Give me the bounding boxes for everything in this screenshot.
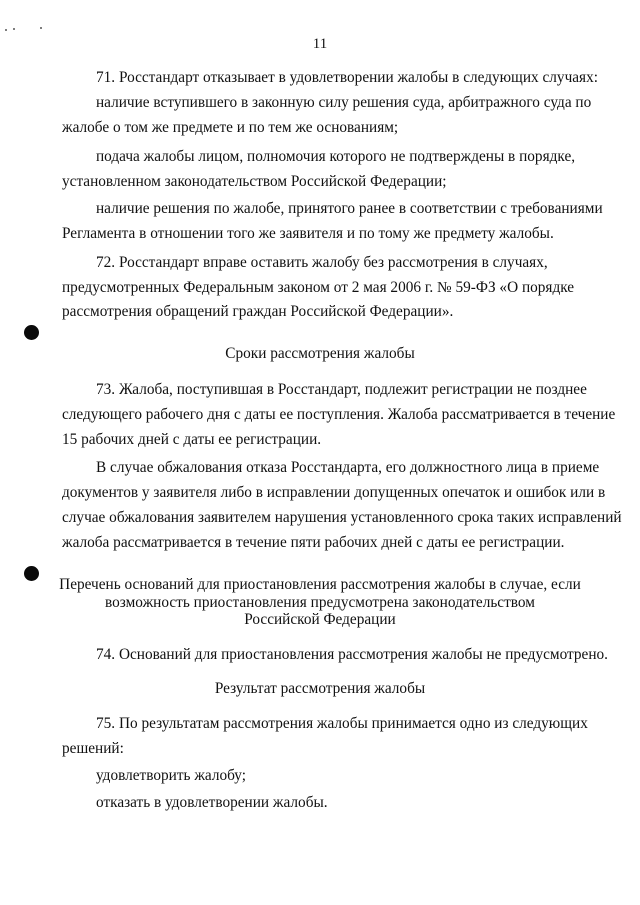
paragraph-court-decision-cont: жалобе о том же предмете и по тем же основаниям; bbox=[62, 119, 399, 136]
scan-speck bbox=[5, 29, 7, 31]
section-heading-suspension-line3: Российской Федерации bbox=[244, 611, 396, 628]
paragraph-74: 74. Оснований для приостановления рассмотрения жалобы не предусмотрено. bbox=[96, 646, 608, 663]
paragraph-prior-decision-cont: Регламента в отношении того же заявителя и по тому же предмету жалобы. bbox=[62, 225, 554, 242]
section-heading-suspension-line2: возможность приостановления предусмотрена законодательством bbox=[105, 594, 535, 611]
paragraph-75: 75. По результатам рассмотрения жалобы принимается одно из следующих bbox=[96, 715, 588, 732]
page-number: 11 bbox=[312, 36, 328, 52]
hole-punch-mark bbox=[24, 325, 39, 340]
paragraph-72-line2: предусмотренных Федеральным законом от 2 мая 2006 г. № 59-ФЗ «О порядке bbox=[62, 279, 575, 296]
decision-item: удовлетворить жалобу; bbox=[96, 767, 247, 784]
paragraph-72-line3: рассмотрения обращений граждан Российской Федерации». bbox=[62, 303, 454, 320]
scan-speck bbox=[13, 28, 15, 30]
decision-item: отказать в удовлетворении жалобы. bbox=[96, 794, 328, 811]
paragraph-prior-decision: наличие решения по жалобе, принятого ранее в соответствии с требованиями bbox=[96, 200, 603, 217]
paragraph-authority-cont: установленном законодательством Российской Федерации; bbox=[62, 173, 447, 190]
section-heading-result: Результат рассмотрения жалобы bbox=[214, 680, 426, 697]
paragraph-authority: подача жалобы лицом, полномочия которого не подтверждены в порядке, bbox=[96, 148, 576, 165]
paragraph-72: 72. Росстандарт вправе оставить жалобу без рассмотрения в случаях, bbox=[96, 254, 548, 271]
scan-speck bbox=[40, 27, 42, 29]
paragraph-court-decision: наличие вступившего в законную силу решения суда, арбитражного суда по bbox=[96, 94, 592, 111]
paragraph-appeal: В случае обжалования отказа Росстандарта, его должностного лица в приеме bbox=[96, 459, 600, 476]
paragraph-appeal-line4: жалоба рассматривается в течение пяти рабочих дней с даты ее регистрации. bbox=[62, 534, 565, 551]
paragraph-75-cont: решений: bbox=[62, 740, 124, 757]
paragraph-appeal-line2: документов у заявителя либо в исправлении допущенных опечаток и ошибок или в bbox=[62, 484, 606, 501]
section-heading-terms: Сроки рассмотрения жалобы bbox=[225, 345, 415, 362]
hole-punch-mark bbox=[24, 566, 39, 581]
paragraph-73-line3: 15 рабочих дней с даты ее регистрации. bbox=[62, 431, 322, 448]
paragraph-73-line2: следующего рабочего дня с даты ее поступления. Жалоба рассматривается в течение bbox=[62, 406, 616, 423]
paragraph-71: 71. Росстандарт отказывает в удовлетворении жалобы в следующих случаях: bbox=[96, 69, 598, 86]
paragraph-73: 73. Жалоба, поступившая в Росстандарт, подлежит регистрации не позднее bbox=[96, 381, 587, 398]
paragraph-appeal-line3: случае обжалования заявителем нарушения установленного срока таких исправлений bbox=[62, 509, 622, 526]
section-heading-suspension: Перечень оснований для приостановления рассмотрения жалобы в случае, если bbox=[59, 576, 581, 593]
